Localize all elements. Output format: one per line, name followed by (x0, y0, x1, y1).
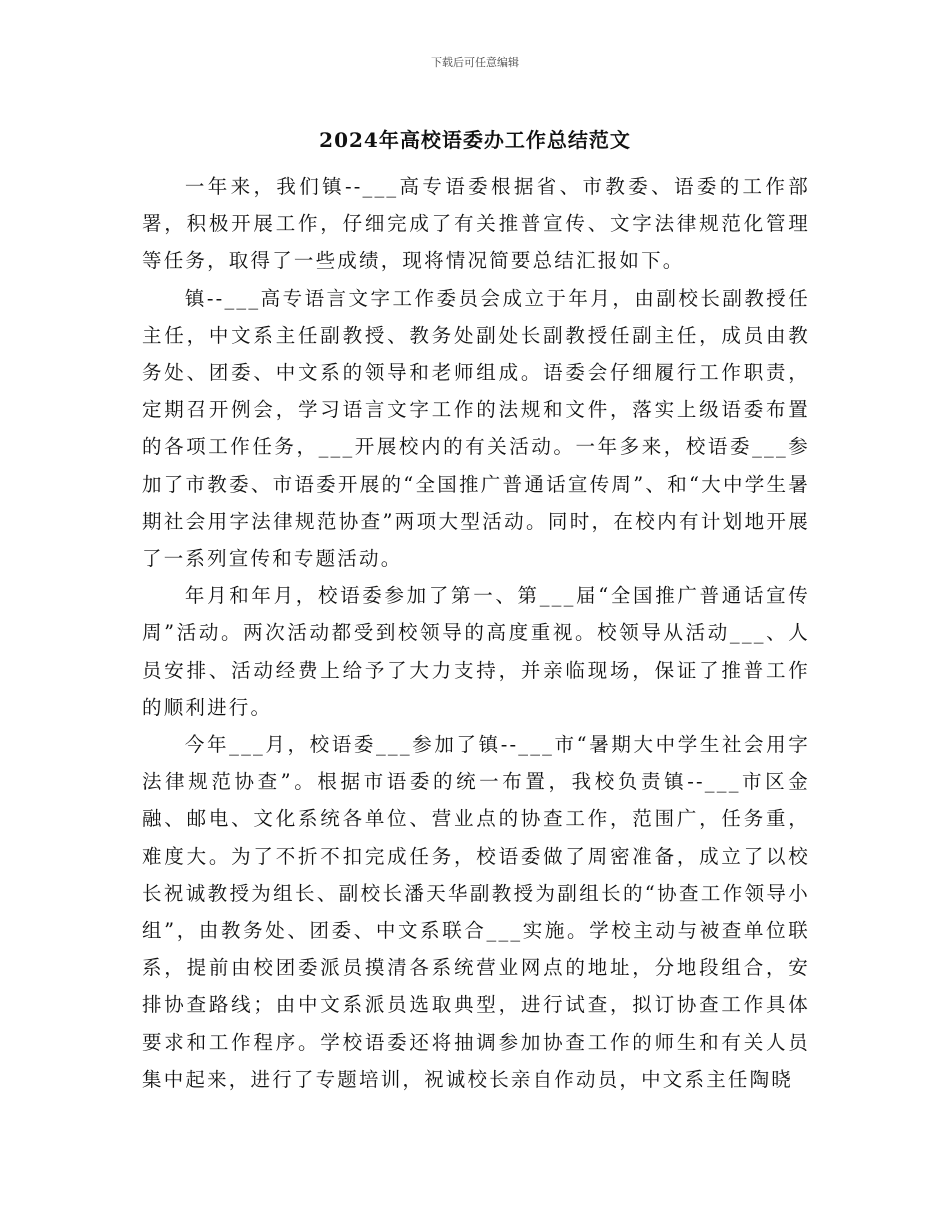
paragraph: 一年来，我们镇--___高专语委根据省、市教委、语委的工作部署，积极开展工作，仔细完成了有关推普宣传、文字法律规范化管理等任务，取得了一些成绩，现将情况简要总结汇报如下。 (142, 175, 810, 273)
paragraph: 镇--___高专语言文字工作委员会成立于年月，由副校长副教授任主任，中文系主任副教授、教务处副处长副教授任副主任，成员由教务处、团委、中文系的领导和老师组成。语委会仔细履行工作职责，定期召开例会，学习语言文字工作的法规和文件，落实上级语委布置的各项工作任务，___开展校内的有关活动。一年多来，校语委___参加了市教委、市语委开展的“全国推广普通话宣传周”、和“大中学生暑期社会用字法律规范协查”两项大型活动。同时，在校内有计划地开展了一系列宣传和专题活动。 (142, 286, 810, 571)
document-body (142, 168, 810, 1098)
paragraph: 今年___月，校语委___参加了镇--___市“暑期大中学生社会用字法律规范协查”。根据市语委的统一布置，我校负责镇--___市区金融、邮电、文化系统各单位、营业点的协查工作，范围广，任务重，难度大。为了不折不扣完成任务，校语委做了周密准备，成立了以校长祝诚教授为组长、副校长潘天华副教授为副组长的“协查工作领导小组”，由教务处、团委、中文系联合___实施。学校主动与被查单位联系，提前由校团委派员摸清各系统营业网点的地址，分地段组合，安排协查路线；由中文系派员选取典型，进行试查，拟订协查工作具体要求和工作程序。学校语委还将抽调参加协查工作的师生和有关人员集中起来，进行了专题培训，祝诚校长亲自作动员，中文系主任陶晓 (142, 733, 810, 1091)
header-note: 下载后可任意编辑 (431, 56, 519, 69)
paragraph: 年月和年月，校语委参加了第一、第___届“全国推广普通话宣传周”活动。两次活动都受到校领导的高度重视。校领导从活动___、人员安排、活动经费上给予了大力支持，并亲临现场，保证了推普工作的顺利进行。 (142, 584, 810, 719)
document-title: 2024年高校语委办工作总结范文 (319, 128, 631, 152)
